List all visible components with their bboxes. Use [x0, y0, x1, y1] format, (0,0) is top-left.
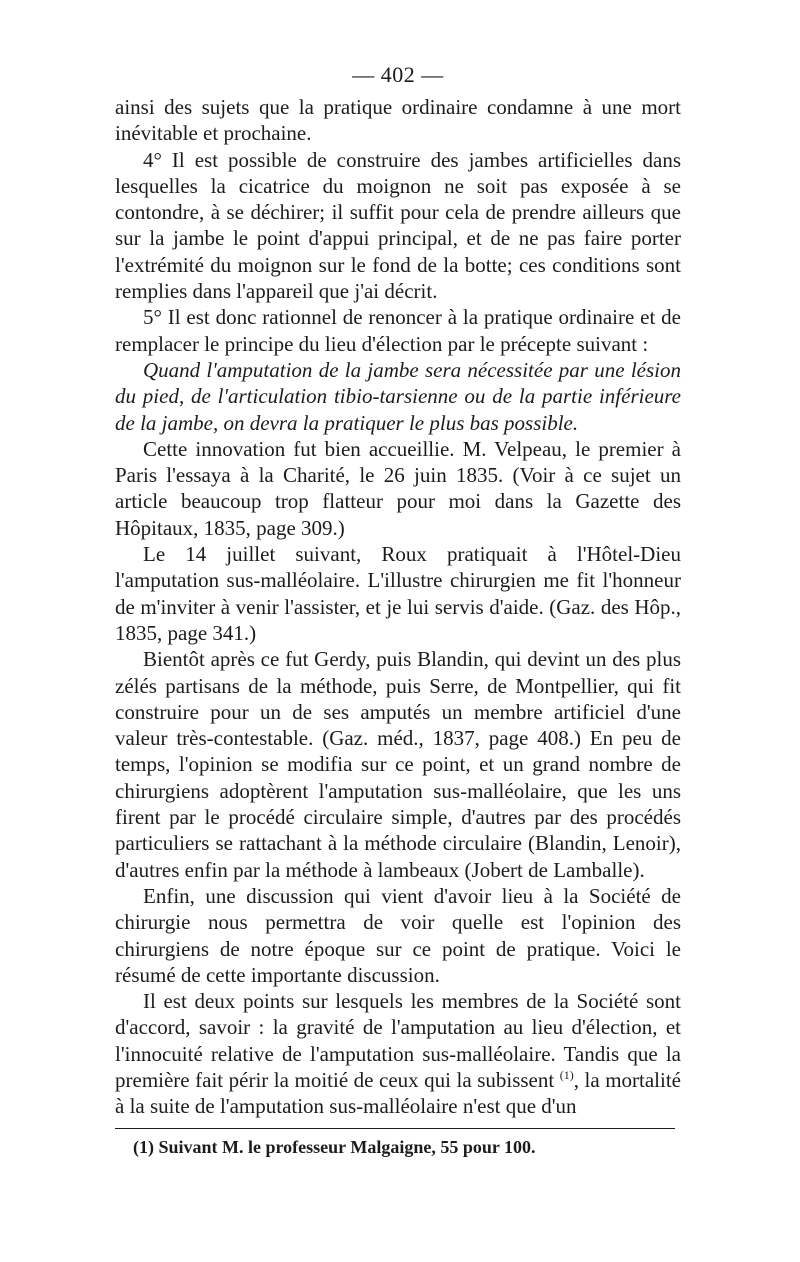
paragraph-precept: Quand l'amputation de la jambe sera nécessitée par une lésion du pied, de l'articulation tibio-tarsienne ou de la partie inférieure de la jambe, on devra la pratiquer le plus bas possible.	[115, 357, 681, 435]
footnote-divider	[115, 1128, 675, 1129]
paragraph-points-text-b: , la mortalité à la suite de l'amputation sus-malléolaire n'est que d'un	[115, 1067, 682, 1119]
document-page	[115, 60, 681, 1240]
paragraph-point-4: 4° Il est possible de construire des jambes artificielles dans lesquelles la cicatrice du moignon ne soit pas exposée à se contondre, à se déchirer; il suffit pour cela de prendre ailleurs que sur la jambe le point d'appui principal, et de ne pas faire porter l'extrémité du moignon sur le fond de la botte; ces conditions sont remplies dans l'appareil que j'ai décrit.	[115, 147, 681, 304]
footnote-reference: (1)	[559, 1067, 574, 1082]
footnote	[115, 1135, 681, 1159]
paragraph-point-5: 5° Il est donc rationnel de renoncer à la pratique ordinaire et de remplacer le principe du lieu d'élection par le précepte suivant :	[115, 305, 681, 356]
page-number: — 402 —	[352, 62, 444, 87]
footnote-text: Suivant M. le professeur Malgaigne, 55 pour 100.	[154, 1136, 536, 1157]
body-text	[115, 94, 681, 1120]
paragraph-roux: Le 14 juillet suivant, Roux pratiquait à l'Hôtel-Dieu l'amputation sus-malléolaire. L'illustre chirurgien me fit l'honneur de m'inviter à venir l'assister, et je lui servis d'aide. (Gaz. des Hôp., 1835, page 341.)	[115, 542, 681, 645]
paragraph-gerdy: Bientôt après ce fut Gerdy, puis Blandin, qui devint un des plus zélés partisans de la méthode, puis Serre, de Montpellier, qui fit construire pour un de ses amputés un membre artificiel d'une valeur très-contestable. (Gaz. méd., 1837, page 408.) En peu de temps, l'opinion se modifia sur ce point, et un grand nombre de chirurgiens adoptèrent l'amputation sus-malléolaire, que les uns firent par le procédé circulaire simple, d'autres par des procédés particuliers se rattachant à la méthode circulaire (Blandin, Lenoir), d'autres enfin par la méthode à lambeaux (Jobert de Lamballe).	[115, 647, 681, 882]
footnote-marker: (1)	[133, 1136, 154, 1157]
paragraph-continuation: ainsi des sujets que la pratique ordinaire condamne à une mort inévitable et prochaine.	[115, 95, 681, 146]
paragraph-points-text-a: Il est deux points sur lesquels les membres de la Société sont d'accord, savoir : la gravité de l'amputation au lieu d'élection, et l'innocuité relative de l'amputation sus-malléolaire. Tandis que la première fait périr la moitié de ceux qui la subissent	[115, 989, 681, 1092]
paragraph-discussion: Enfin, une discussion qui vient d'avoir lieu à la Société de chirurgie nous permettra de voir quelle est l'opinion des chirurgiens de notre époque sur ce point de pratique. Voici le résumé de cette importante discussion.	[115, 883, 681, 987]
paragraph-velpeau: Cette innovation fut bien accueillie. M. Velpeau, le premier à Paris l'essaya à la Charité, le 26 juin 1835. (Voir à ce sujet un article beaucoup trop flatteur pour moi dans la Gazette des Hôpitaux, 1835, page 309.)	[115, 436, 681, 540]
paragraph-points	[115, 988, 681, 1119]
